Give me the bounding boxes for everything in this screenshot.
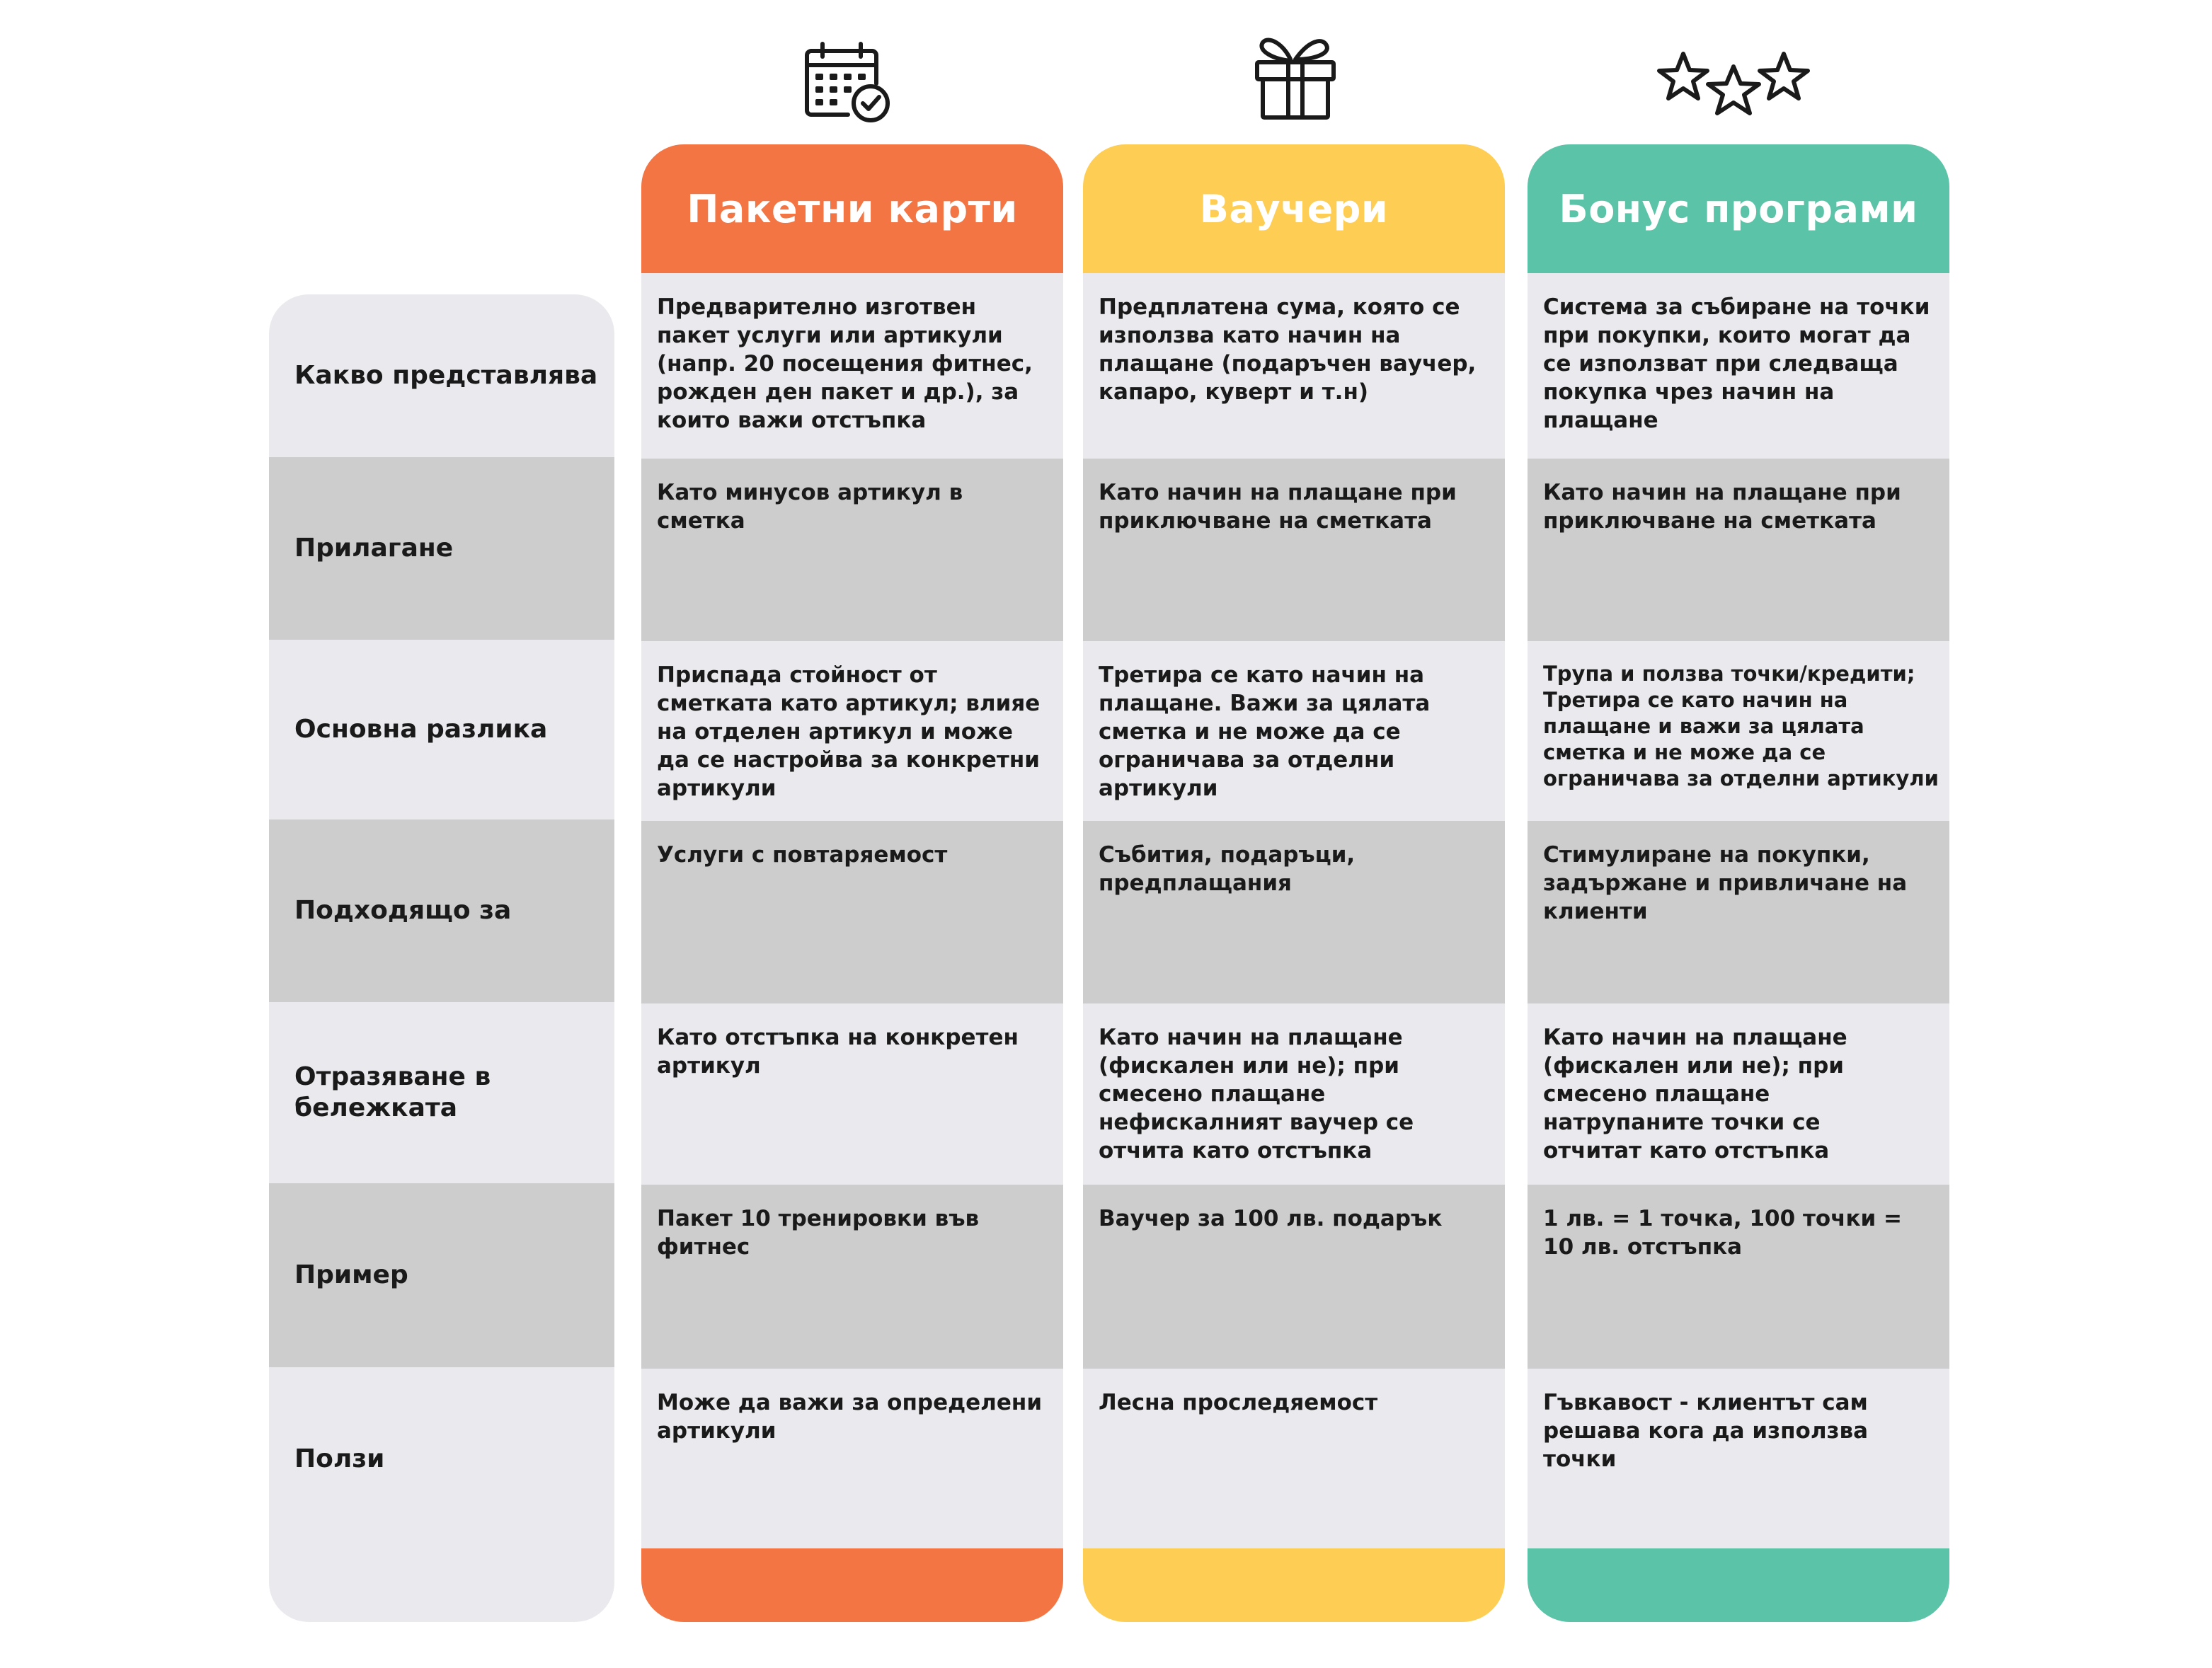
row-label: Подходящо за	[269, 819, 614, 1002]
table-cell: Приспада стойност от сметката като артикул; влияе на отделен артикул и може да се настройва за конкретни артикули	[641, 641, 1063, 821]
column-header: Ваучери	[1083, 144, 1505, 273]
column-vouchers	[1083, 144, 1505, 1622]
row-label: Основна разлика	[269, 640, 614, 819]
table-cell: Като минусов артикул в сметка	[641, 459, 1063, 641]
table-cell: Предплатена сума, която се използва като начин на плащане (подаръчен ваучер, капаро, куверт и т.н)	[1083, 273, 1505, 459]
table-cell: Лесна проследяемост	[1083, 1369, 1505, 1548]
table-cell: Като начин на плащане (фискален или не); при смесено плащане нефискалният ваучер се отчита като отстъпка	[1083, 1003, 1505, 1185]
row-label: Отразяване в бележката	[269, 1002, 614, 1183]
row-label: Пример	[269, 1183, 614, 1367]
row-label: Прилагане	[269, 457, 614, 640]
table-cell: Услуги с повтаряемост	[641, 821, 1063, 1003]
table-cell: Като начин на плащане (фискален или не); при смесено плащане натрупаните точки се отчитат като отстъпка	[1528, 1003, 1949, 1185]
row-label: Какво представлява	[269, 294, 614, 457]
column-header: Пакетни карти	[641, 144, 1063, 273]
gift-icon	[1253, 31, 1338, 122]
table-cell: Може да важи за определени артикули	[641, 1369, 1063, 1548]
table-cell: Като начин на плащане при приключване на сметката	[1528, 459, 1949, 641]
table-cell: Събития, подаръци, предплащания	[1083, 821, 1505, 1003]
row-labels-column	[269, 294, 614, 1622]
column-footer	[1528, 1548, 1949, 1622]
table-cell: Система за събиране на точки при покупки, които могат да се използват при следваща покупка чрез начин на плащане	[1528, 273, 1949, 459]
table-cell: Ваучер за 100 лв. подарък	[1083, 1185, 1505, 1369]
column-bonus-programs	[1528, 144, 1949, 1622]
column-footer	[641, 1548, 1063, 1622]
table-cell: Гъвкавост - клиентът сам решава кога да използва точки	[1528, 1369, 1949, 1548]
table-cell: Като отстъпка на конкретен артикул	[641, 1003, 1063, 1185]
table-cell: Трупа и ползва точки/кредити; Третира се като начин на плащане и важи за цялата сметка и не може да се ограничава за отделни артикули	[1528, 641, 1949, 821]
table-cell: 1 лв. = 1 точка, 100 точки = 10 лв. отстъпка	[1528, 1185, 1949, 1369]
calendar-check-icon	[804, 41, 892, 125]
table-cell: Като начин на плащане при приключване на сметката	[1083, 459, 1505, 641]
table-cell: Стимулиране на покупки, задържане и привличане на клиенти	[1528, 821, 1949, 1003]
row-label: Ползи	[269, 1367, 614, 1622]
table-cell: Третира се като начин на плащане. Важи за цялата сметка и не може да се ограничава за отделни артикули	[1083, 641, 1505, 821]
column-package-cards	[641, 144, 1063, 1622]
column-header: Бонус програми	[1528, 144, 1949, 273]
table-cell: Пакет 10 тренировки във фитнес	[641, 1185, 1063, 1369]
table-cell: Предварително изготвен пакет услуги или артикули (напр. 20 посещения фитнес, рожден ден пакет и др.), за които важи отстъпка	[641, 273, 1063, 459]
column-footer	[1083, 1548, 1505, 1622]
three-stars-icon	[1655, 50, 1812, 122]
